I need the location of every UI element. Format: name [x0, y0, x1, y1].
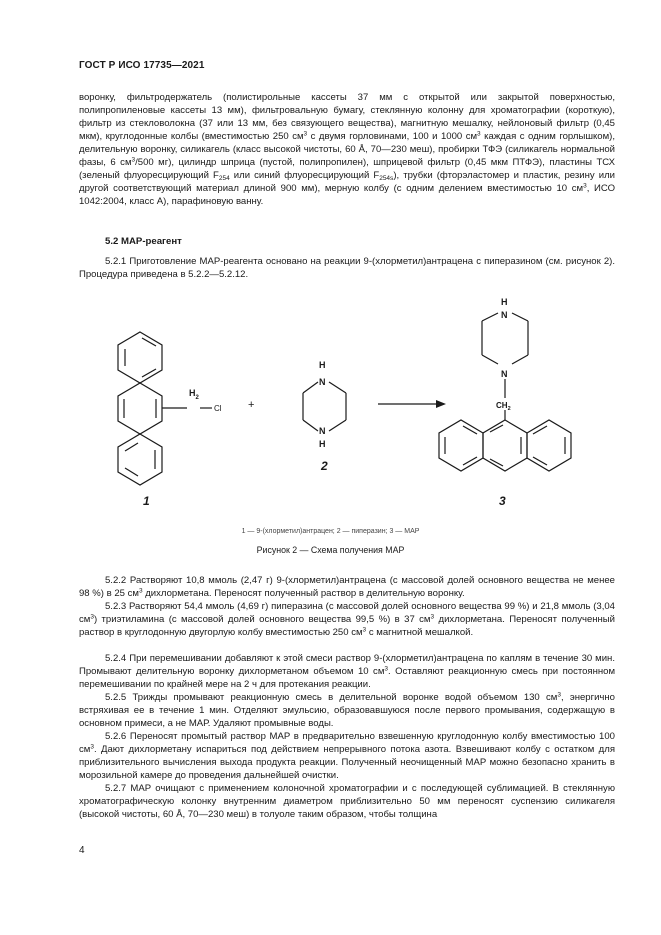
- piperazine-top-n: N: [319, 377, 326, 387]
- piperazine-bottom-h: H: [319, 439, 326, 449]
- paragraph-5-2-3: 5.2.3 Растворяют 54,4 ммоль (4,69 г) пиперазина (с массовой долей основного вещества 99 %) и 21,8 ммоль (3,04 $см^3$) триэтиламина (с массовой долей основного вещества 99,5 %) в 37 $см^3$ дихлорметана. Переносят полученный раствор в круглодонную двугорлую колбу вместимостью 250 $см^3$ с магнитной мешалкой.: [79, 601, 615, 639]
- arrow-head: [436, 400, 446, 408]
- chlorine-label: Cl: [214, 404, 222, 413]
- chloromethylanthracene-structure: [118, 332, 212, 485]
- map-product-structure: [439, 313, 571, 471]
- figure-caption: Рисунок 2 — Схема получения МАР: [256, 545, 405, 555]
- section-title: 5.2 МАР-реагент: [105, 236, 182, 247]
- paragraph-5-2-5: 5.2.5 Трижды промывают реакционную смесь в делительной воронке водой объемом 130 $см^3$, энергично встряхивая ее в течение 1 мин. Отделяют эмульсию, образовавшуюся после первого промывания, содержащую в основном примеси, а не МАР. Удаляют промывные воды.: [79, 691, 615, 730]
- piperazine-top-h: H: [319, 360, 326, 370]
- document-header: ГОСТ Р ИСО 17735—2021: [79, 60, 205, 71]
- h2-label: $H_2$: [189, 388, 199, 401]
- equipment-list-paragraph: воронку, фильтродержатель (полистирольные кассеты 37 мм с открытой или закрытой поверхностью, полипропиленовые кассеты 13 мм), фильтровальную бумагу, стеклянную колонну для хроматографии (короткую), фильтр из стекловолокна (37 или 13 мм, без связующего вещества), магнитную мешалку, нейлоновый фильтр (0,45 мкм), круглодонные колбы (вместимостью 250 $см^3$ с двумя горловинами, 100 и 1000 $см^3$ каждая с одним горлышком), делительную воронку, силикагель (класс высокой чистоты, 60 Å, 70—230 меш), пробирки ТФЭ (силикагель нормальной фазы, 6 $см^3/500$ мг), цилиндр шприца (пустой, полипропилен), шприцевой фильтр (0,45 мкм ПТФЭ), пластины ТСХ (зеленый флуоресцирующий $F_{254}$ или синий флуоресцирующий $F_{254s}$), трубки (фторэластомер и пластик, резину или другой соответствующий материал длиной 900 мм), мерную колбу (с одним делением вместимостью 10 $см^3$, ИСО 1042:2004, класс А), парафиновую ванну.: [79, 92, 616, 208]
- map-top-n: N: [501, 310, 508, 320]
- figure-legend: 1 — 9-(хлорметил)антрацен; 2 — пиперазин; 3 — МАР: [241, 528, 420, 535]
- compound-number-3: 3: [499, 494, 506, 508]
- plus-sign: +: [248, 399, 255, 411]
- map-bottom-n: N: [501, 369, 508, 379]
- paragraph-5-2-1: 5.2.1 Приготовление МАР-реагента основано на реакции 9-(хлорметил)антрацена с пиперазином (см. рисунок 2). Процедура приведена в 5.2.2—5.2.12.: [79, 256, 615, 281]
- piperazine-structure: [303, 382, 346, 431]
- piperazine-bottom-n: N: [319, 426, 326, 436]
- paragraph-5-2-2: 5.2.2 Растворяют 10,8 ммоль (2,47 г) 9-(хлорметил)антрацена (с массовой долей основного вещества не менее 98 %) в 25 $см^3$ дихлорметана. Переносят полученный раствор в делительную воронку.: [79, 575, 615, 600]
- paragraph-5-2-4: 5.2.4 При перемешивании добавляют к этой смеси раствор 9-(хлорметил)антрацена по каплям в течение 30 мин. Промывают делительную воронку дихлорметаном объемом 10 $см^3$. Оставляют реакционную смесь при постоянном перемешивании по крайней мере на 2 ч для протекания реакции.: [79, 653, 616, 691]
- compound-number-2: 2: [321, 459, 328, 473]
- page-number: 4: [79, 845, 85, 856]
- map-top-h: H: [501, 297, 508, 307]
- ch2-label: $CH_2$: [496, 401, 511, 412]
- paragraph-5-2-7: 5.2.7 МАР очищают с применением колоночной хроматографии и с последующей сублимацией. В стеклянную хроматографическую колонку внутренним диаметром приблизительно 50 мм переносят суспензию силикагеля (высокой чистоты, 60 Å, 70—230 меш) в толуоле таким образом, чтобы толщина: [79, 783, 615, 821]
- paragraph-5-2-6: 5.2.6 Переносят промытый раствор МАР в предварительно взвешенную круглодонную колбу вместимостью 100 $см^3$. Дают дихлорметану испариться под действием непрерывного потока азота. Взвешивают колбу с остатком для приблизительного вычисления выхода продукта реакции. Полученный неочищенный МАР можно безопасно хранить в морозильной камере до проведения дальнейшей очистки.: [79, 731, 615, 782]
- compound-number-1: 1: [143, 494, 150, 508]
